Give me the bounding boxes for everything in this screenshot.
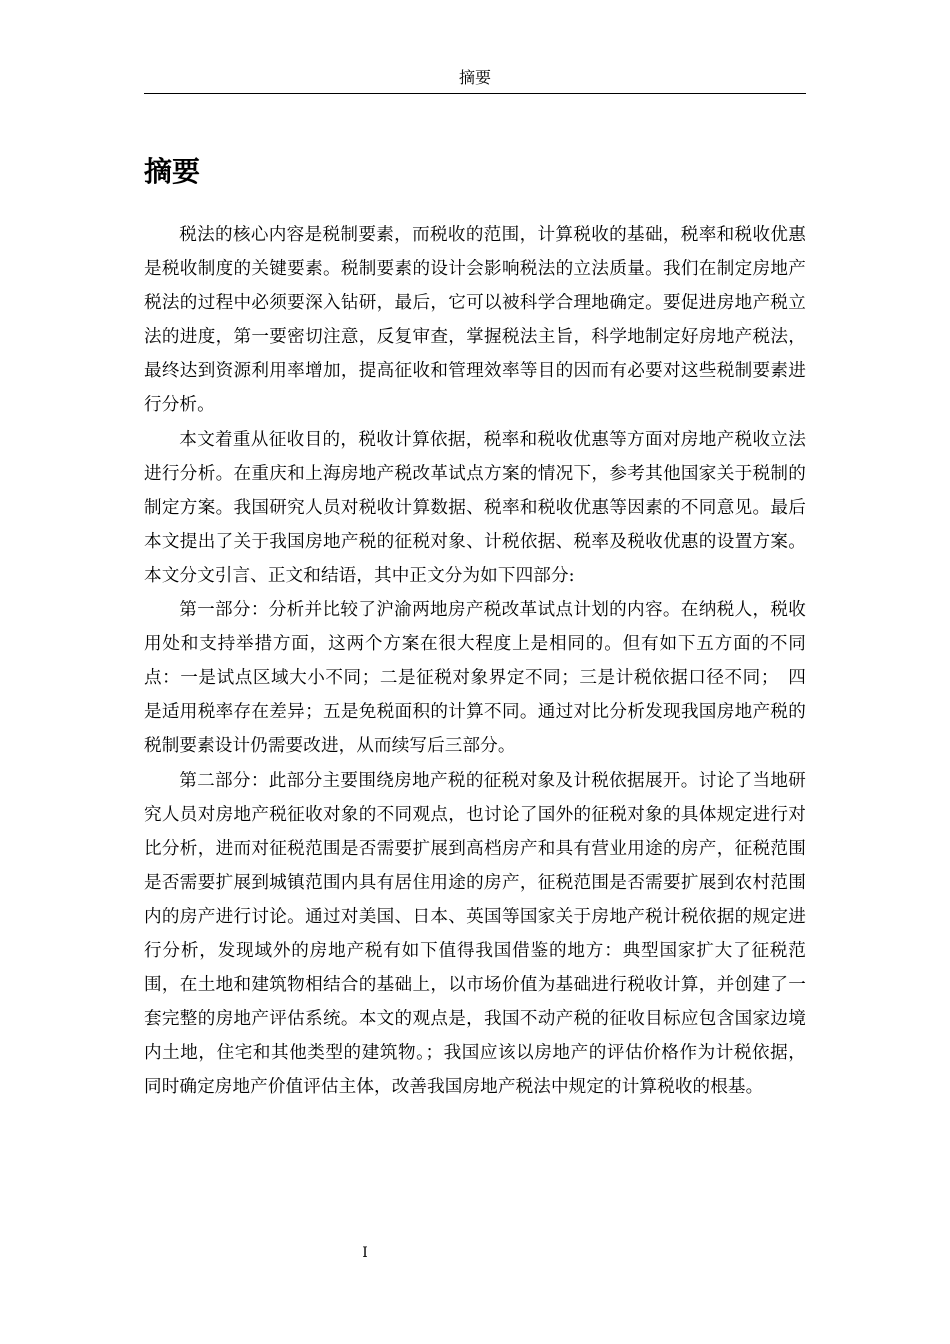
- abstract-heading: 摘要: [144, 155, 201, 188]
- page-number: I: [362, 1245, 368, 1261]
- running-header-title: 摘要: [458, 68, 491, 87]
- paragraph-part-two: 第二部分：此部分主要围绕房地产税的征税对象及计税依据展开。讨论了当地研究人员对房地产税征收对象的不同观点，也讨论了国外的征税对象的具体规定进行对比分析，进而对征税范围是否需要扩展到高档房产和具有营业用途的房产，征税范围是否需要扩展到城镇范围内具有居住用途的房产，征税范围是否需要扩展到农村范围内的房产进行讨论。通过对美国、日本、英国等国家关于房地产税计税依据的规定进行分析，发现域外的房地产税有如下值得我国借鉴的地方：典型国家扩大了征税范围，在土地和建筑物相结合的基础上，以市场价值为基础进行税收计算，并创建了一套完整的房地产评估系统。本文的观点是，我国不动产税的征收目标应包含国家边境内土地，住宅和其他类型的建筑物。；我国应该以房地产的评估价格作为计税依据，同时确定房地产价值评估主体，改善我国房地产税法中规定的计算税收的根基。: [144, 770, 806, 1098]
- page-header: [144, 62, 806, 94]
- abstract-body: [144, 218, 806, 1104]
- paragraph-part-one: 第一部分：分析并比较了沪渝两地房产税改革试点计划的内容。在纳税人，税收用处和支持举措方面，这两个方案在很大程度上是相同的。但有如下五方面的不同点：一是试点区域大小不同；二是征税对象界定不同；三是计税依据口径不同； 四是适用税率存在差异；五是免税面积的计算不同。通过对比分析发现我国房地产税的税制要素设计仍需要改进，从而续写后三部分。: [144, 600, 806, 757]
- paragraph-scope: 本文着重从征收目的，税收计算依据，税率和税收优惠等方面对房地产税收立法进行分析。在重庆和上海房地产税改革试点方案的情况下，参考其他国家关于税制的制定方案。我国研究人员对税收计算数据、税率和税收优惠等因素的不同意见。最后本文提出了关于我国房地产税的征税对象、计税依据、税率及税收优惠的设置方案。本文分文引言、正文和结语，其中正文分为如下四部分:: [144, 429, 806, 586]
- paragraph-intro: 税法的核心内容是税制要素，而税收的范围，计算税收的基础，税率和税收优惠是税收制度的关键要素。税制要素的设计会影响税法的立法质量。我们在制定房地产税法的过程中必须要深入钻研，最后，它可以被科学合理地确定。要促进房地产税立法的进度，第一要密切注意，反复审查，掌握税法主旨，科学地制定好房地产税法，最终达到资源利用率增加，提高征收和管理效率等目的因而有必要对这些税制要素进行分析。: [144, 225, 806, 416]
